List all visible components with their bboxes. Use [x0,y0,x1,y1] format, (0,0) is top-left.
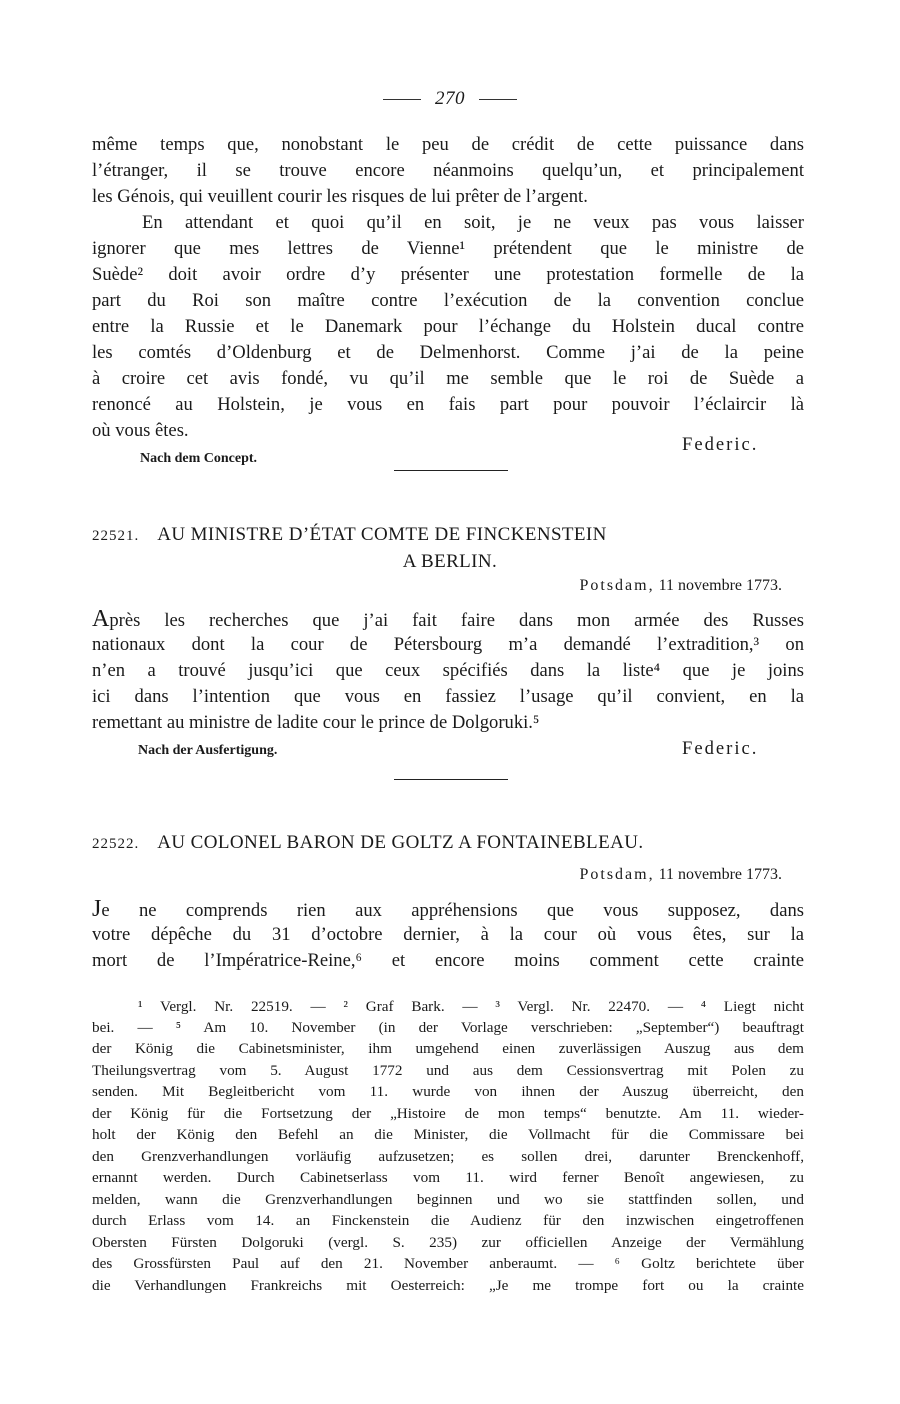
body-line: où vous êtes. [92,420,189,441]
body-line-text: e ne comprends rien aux appréhensions que vous supposez, dans [101,900,804,921]
body-line [92,606,804,634]
footnote-line: Obersten Fürsten Dolgoruki (vergl. S. 235) zur officiellen Anzeige der Vermählung [92,1234,804,1251]
body-line: En attendant et quoi qu’il en soit, je ne veux pas vous laisser [142,212,804,233]
signature: Federic. [682,434,759,455]
running-header [0,88,900,110]
body-line: même temps que, nonobstant le peu de crédit de cette puissance dans [92,134,804,155]
initial-letter: A [92,606,110,632]
dateline-place: Potsdam, [579,866,655,883]
header-dash-right [479,99,517,100]
dateline [579,866,782,884]
separator-rule [394,470,508,471]
footnote-line: die Verhandlungen Frankreichs mit Oesterreich: „Je me trompe fort ou la crainte [92,1277,804,1294]
page-number: 270 [435,88,465,109]
body-line [92,896,804,924]
body-line: remettant au ministre de ladite cour le prince de Dolgoruki.⁵ [92,712,540,733]
body-line: nationaux dont la cour de Pétersbourg m’a demandé l’extradition,³ on [92,634,804,655]
header-dash-left [383,99,421,100]
body-line: les comtés d’Oldenburg et de Delmenhorst. Comme j’ai de la peine [92,342,804,363]
body-line: part du Roi son maître contre l’exécution de la convention conclue [92,290,804,311]
signature: Federic. [682,738,759,759]
body-line: ici dans l’intention que vous en fassiez l’usage qu’il convient, en la [92,686,804,707]
letter-heading [92,830,804,857]
footnote-line: des Grossfürsten Paul auf den 21. November anberaumt. — ⁶ Goltz berichtete über [92,1255,804,1272]
separator-rule [394,779,508,780]
footnote-line: der König die Cabinetsminister, ihm umgehend einen zuverlässigen Auszug aus dem [92,1040,804,1057]
footnote-line: melden, wann die Grenzverhandlungen beginnen und wo sie stattfinden sollen, und [92,1191,804,1208]
dateline-date: 11 novembre 1773. [658,577,782,594]
footnote-line: der König für die Fortsetzung der „Histoire de mon temps“ benutzte. Am 11. wieder- [92,1105,804,1122]
dateline-date: 11 novembre 1773. [658,866,782,883]
letter-heading [92,522,804,549]
body-line: l’étranger, il se trouve encore néanmoins quelqu’un, et principalement [92,160,804,181]
footnote-line: ernannt werden. Durch Cabinetserlass vom 11. wird ferner Benoît angewiesen, zu [92,1169,804,1186]
body-line: Suède² doit avoir ordre d’y présenter une protestation formelle de la [92,264,804,285]
source-note: Nach der Ausfertigung. [138,743,278,758]
footnote-line: senden. Mit Begleitbericht vom 11. wurde von ihnen der Auszug überreicht, den [92,1083,804,1100]
dateline [579,577,782,595]
footnote-line: durch Erlass vom 14. an Finckenstein die Audienz für den inzwischen eingetroffenen [92,1212,804,1229]
footnote-line: Theilungsvertrag vom 5. August 1772 und aus dem Cessionsvertrag mit Polen zu [92,1062,804,1079]
body-line: mort de l’Impératrice-Reine,⁶ et encore moins comment cette crainte [92,950,804,971]
body-line: ignorer que mes lettres de Vienne¹ prétendent que le ministre de [92,238,804,259]
body-line: entre la Russie et le Danemark pour l’échange du Holstein ducal contre [92,316,804,337]
footnote-line: ¹ Vergl. Nr. 22519. — ² Graf Bark. — ³ Vergl. Nr. 22470. — ⁴ Liegt nicht [138,998,804,1015]
footnote-line: den Grenzverhandlungen vorläufig aufzusetzen; es sollen drei, darunter Brenckenhoff, [92,1148,804,1165]
initial-letter: J [92,896,102,922]
body-line-text: près les recherches que j’ai fait faire dans mon armée des Russes [109,610,804,631]
body-line: les Génois, qui veuillent courir les risques de lui prêter de l’argent. [92,186,588,207]
footnote-line: bei. — ⁵ Am 10. November (in der Vorlage verschrieben: „September“) beauftragt [92,1019,804,1036]
dateline-place: Potsdam, [579,577,655,594]
letter-number: 22522. [92,836,140,852]
letter-title: AU MINISTRE D’ÉTAT COMTE DE FINCKENSTEIN [157,524,607,545]
body-line: à croire cet avis fondé, vu qu’il me semble que le roi de Suède a [92,368,804,389]
letter-number: 22521. [92,528,140,544]
source-note: Nach dem Concept. [140,451,258,466]
body-line: renoncé au Holstein, je vous en fais part pour pouvoir l’éclaircir là [92,394,804,415]
letter-title-line2: A BERLIN. [402,551,498,572]
body-line: n’en a trouvé jusqu’ici que ceux spécifiés dans la liste⁴ que je joins [92,660,804,681]
body-line: votre dépêche du 31 d’octobre dernier, à la cour où vous êtes, sur la [92,924,804,945]
letter-title: AU COLONEL BARON DE GOLTZ A FONTAINEBLEAU. [157,832,644,853]
footnote-line: holt der König den Befehl an die Minister, die Vollmacht für die Commissare bei [92,1126,804,1143]
